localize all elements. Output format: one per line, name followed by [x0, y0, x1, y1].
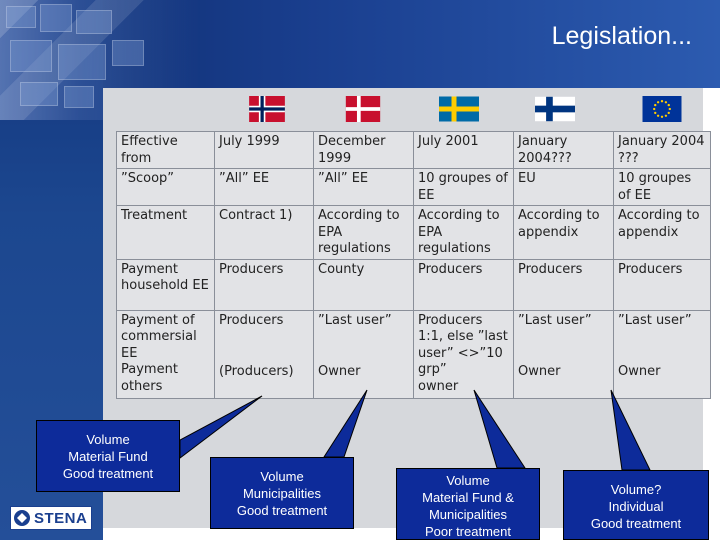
slide-title: Legislation... — [551, 22, 692, 50]
callout-line: Municipalities — [242, 486, 322, 501]
callout-line: Volume? — [610, 482, 662, 497]
callout-line: Good treatment — [590, 516, 682, 531]
cell-value: ”Last user” — [618, 312, 692, 328]
callout-line: Volume — [446, 473, 490, 488]
logo-text: STENA — [34, 509, 88, 527]
table-cell: Contract 1) — [215, 206, 314, 260]
table-cell: ”All” EE — [314, 169, 414, 206]
table-cell: According to EPA regulations — [414, 206, 514, 260]
callout-line: Individual — [608, 499, 664, 514]
callout-finland — [563, 470, 709, 540]
table-cell: December 1999 — [314, 132, 414, 169]
table-cell: January 2004 ??? — [614, 132, 711, 169]
cell-value: ”Last user” — [318, 312, 392, 328]
cell-value: Producers — [219, 312, 284, 328]
table-cell: 10 groupes of EE — [614, 169, 711, 206]
table-cell: According to appendix — [614, 206, 711, 260]
callout-denmark — [210, 457, 354, 529]
callout-norway — [36, 420, 180, 492]
cell-value: Owner — [618, 363, 661, 379]
table-cell: County — [314, 259, 414, 310]
callout-line: Material Fund & — [422, 490, 514, 505]
table-cell: Payment household EE — [117, 259, 215, 310]
callout-line: Municipalities — [428, 507, 508, 522]
table-cell: According to appendix — [514, 206, 614, 260]
table-cell: ”Scoop” — [117, 169, 215, 206]
table-cell: According to EPA regulations — [314, 206, 414, 260]
table-cell: Producers — [614, 259, 711, 310]
stena-emblem-icon — [13, 509, 31, 527]
cell-value: owner — [418, 378, 459, 394]
table-cell: EU — [514, 169, 614, 206]
callout-line: Volume — [86, 432, 130, 447]
cell-value: ”Last user” — [518, 312, 592, 328]
cell-value: (Producers) — [219, 363, 294, 379]
cell-value: Producers 1:1, else ”last user” <>”10 grp” — [418, 312, 508, 377]
callout-line: Poor treatment — [425, 524, 511, 539]
callout-line: Good treatment — [62, 466, 154, 481]
cell-value: Owner — [518, 363, 561, 379]
table-cell: January 2004??? — [514, 132, 614, 169]
table-cell: ”All” EE — [215, 169, 314, 206]
callout-line: Good treatment — [236, 503, 328, 518]
callout-line: Material Fund — [68, 449, 148, 464]
table-cell: Producers — [514, 259, 614, 310]
table-cell: Effective from — [117, 132, 215, 169]
table-cell: Producers — [215, 259, 314, 310]
stena-logo — [10, 506, 92, 530]
callout-line: Volume — [260, 469, 304, 484]
callout-sweden — [396, 468, 540, 540]
table-cell: Producers — [414, 259, 514, 310]
table-cell: July 2001 — [414, 132, 514, 169]
table-cell: 10 groupes of EE — [414, 169, 514, 206]
row-label: Payment of commersial EE — [121, 312, 197, 361]
table-cell: July 1999 — [215, 132, 314, 169]
table-cell: Treatment — [117, 206, 215, 260]
cell-value: Owner — [318, 363, 361, 379]
row-label: Payment others — [121, 362, 178, 394]
